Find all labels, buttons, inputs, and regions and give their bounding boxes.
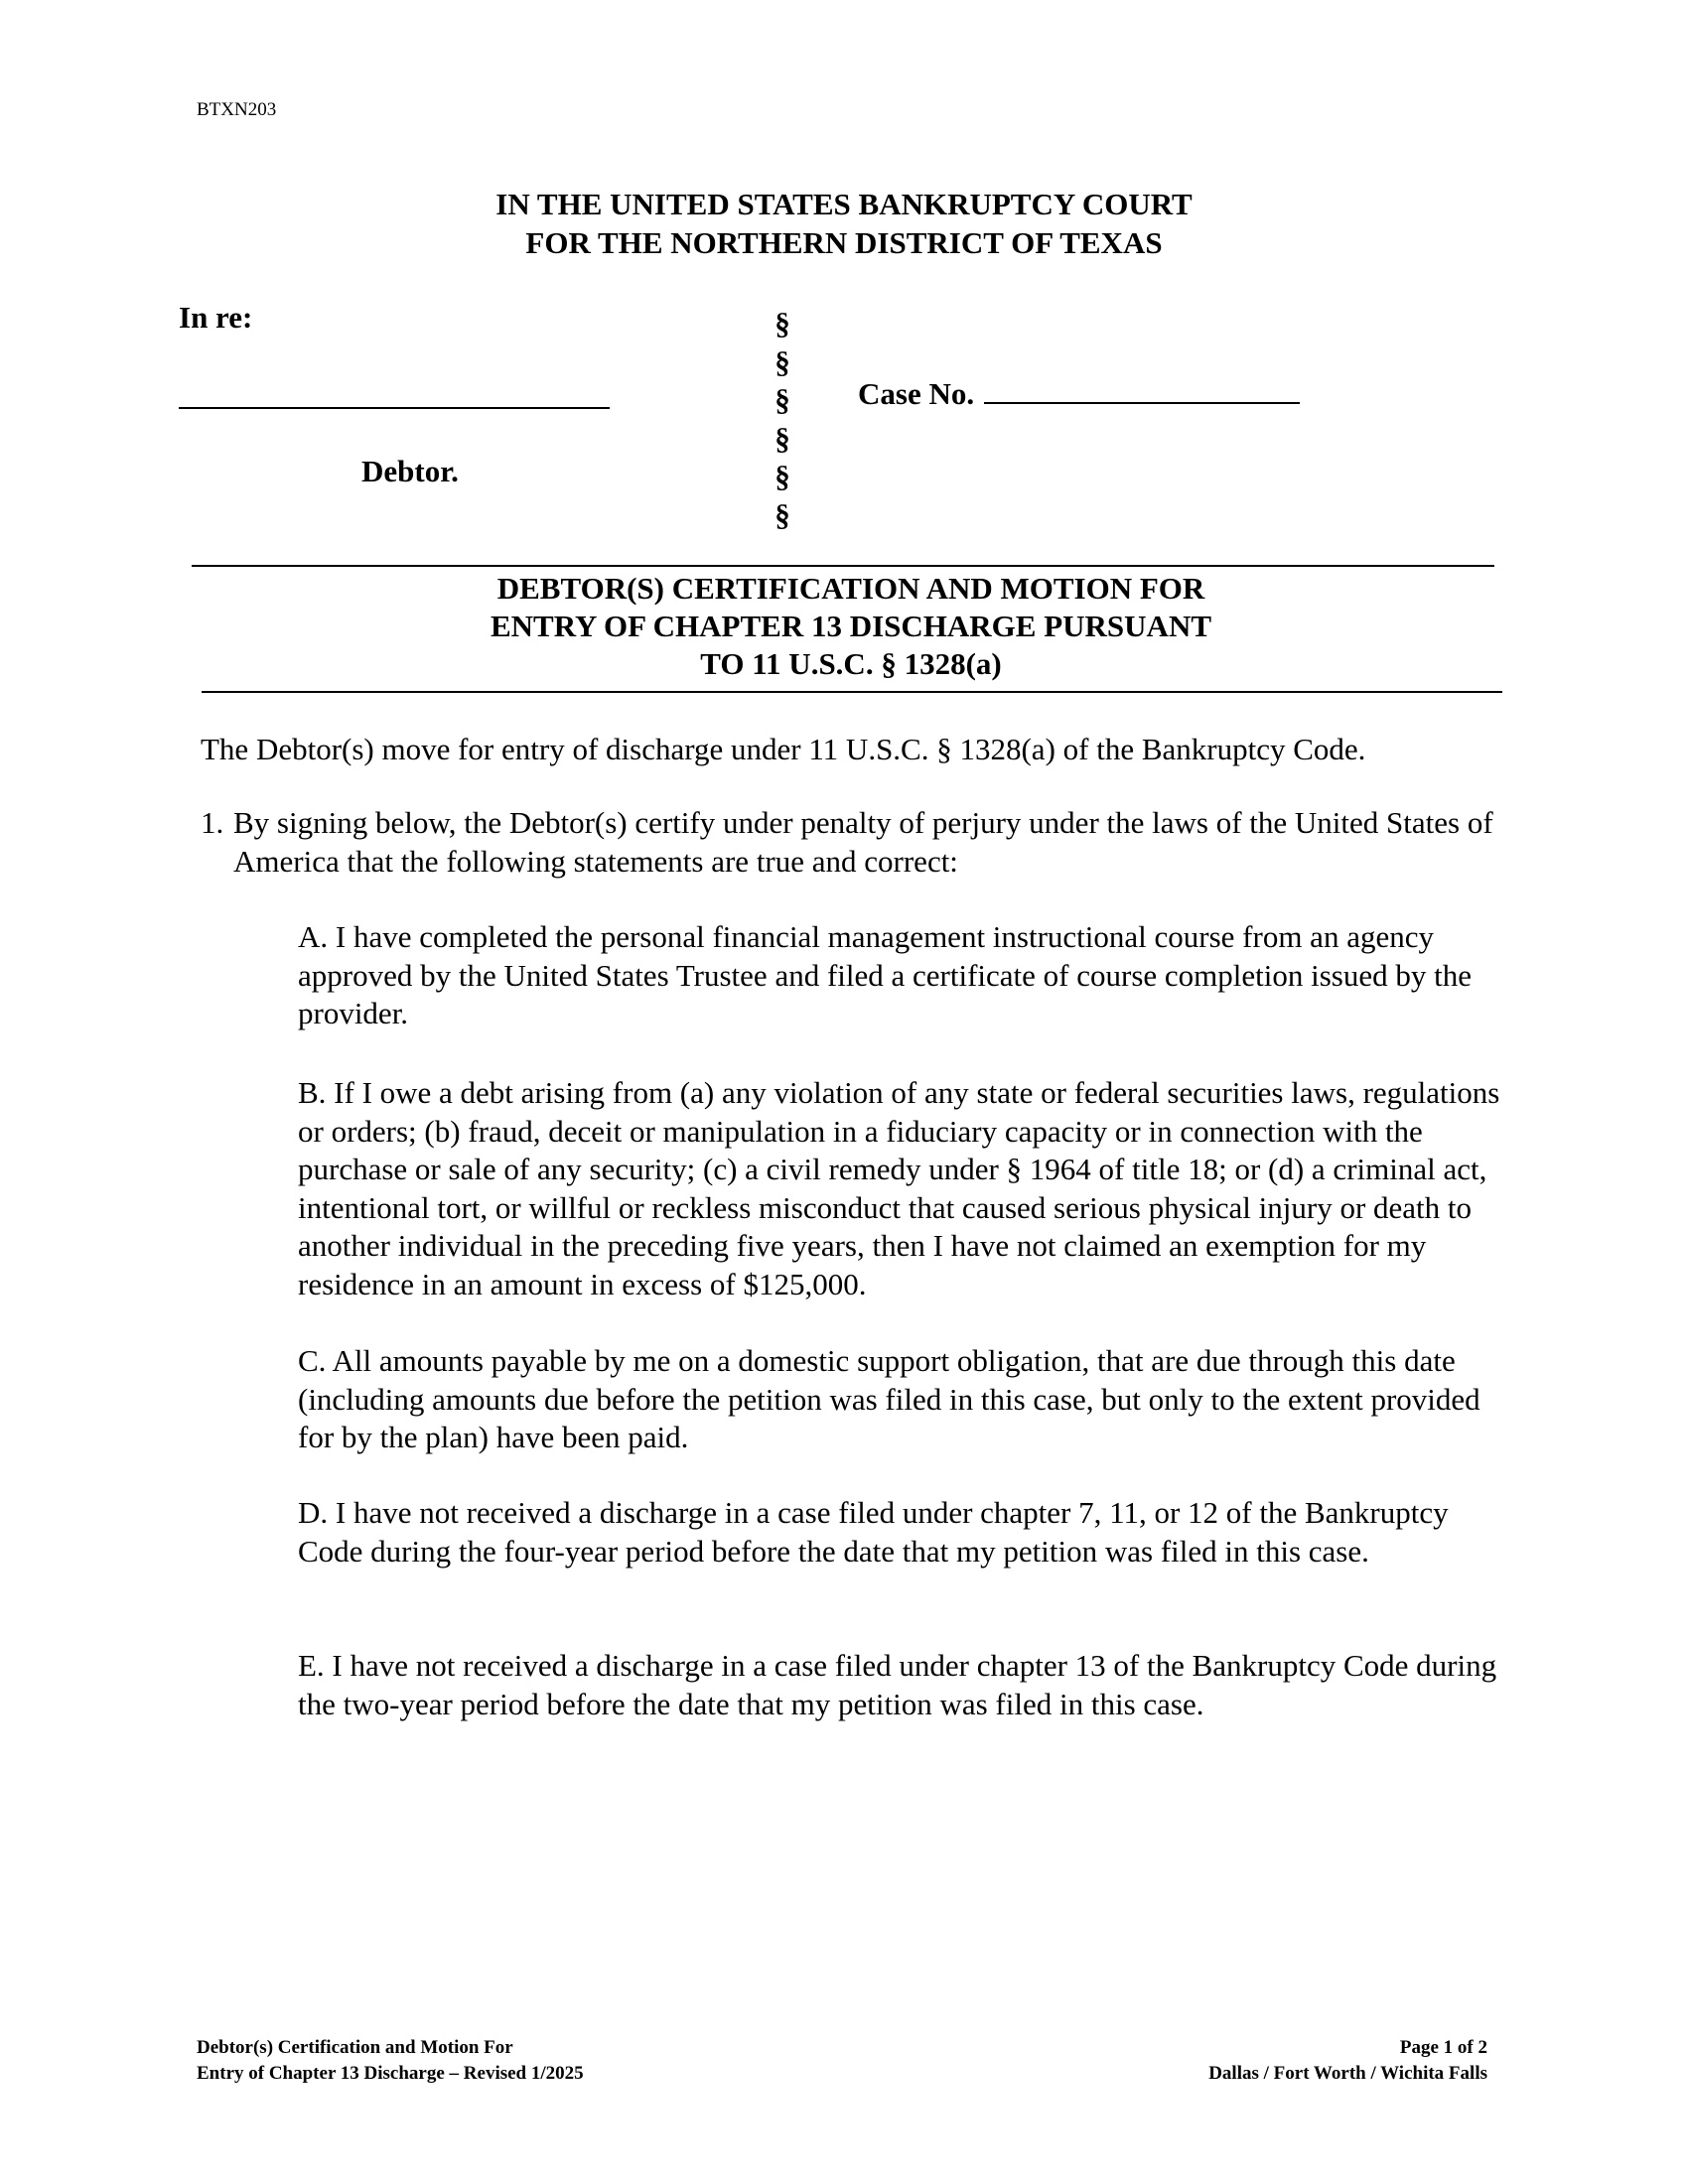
court-heading: [0, 185, 1688, 262]
form-code: BTXN203: [197, 99, 277, 120]
statement-d: D. I have not received a discharge in a case filed under chapter 7, 11, or 12 of the Bankruptcy Code during the four-year period before the date that my petition was filed in this case.: [298, 1495, 1449, 1569]
section-symbol: §: [774, 420, 790, 456]
item-number: 1.: [201, 805, 224, 840]
court-heading-line2: FOR THE NORTHERN DISTRICT OF TEXAS: [525, 225, 1163, 260]
case-number-label: Case No.: [858, 376, 975, 411]
case-number-blank[interactable]: [984, 380, 1300, 404]
statement-a: A. I have completed the personal financial management instructional course from an agency approved by the United States Trustee and filed a certificate of course completion issued by the provider.: [298, 919, 1472, 1030]
debtor-label: Debtor.: [361, 454, 459, 488]
footer-right: [1092, 2035, 1487, 2087]
section-symbol: §: [774, 459, 790, 494]
case-number-field: [858, 376, 1300, 412]
footer-form-title: Debtor(s) Certification and Motion For: [197, 2037, 513, 2058]
page-number: Page 1 of 2: [1399, 2037, 1487, 2058]
footer-left: [197, 2035, 584, 2087]
section-symbol: §: [774, 496, 790, 532]
certification-item-1: [201, 804, 1501, 881]
statement-b: B. If I owe a debt arising from (a) any violation of any state or federal securities laws, regulations or orders; (b) fraud, deceit or manipulation in a fiduciary capacity or in connection with the purchase or sale of any security; (c) a civil remedy under § 1964 of title 18; or (d) a criminal act, intentional tort, or willful or reckless misconduct that caused serious physical injury or death to another individual in the preceding five years, then I have not claimed an exemption for my residence in an amount in excess of $125,000.: [298, 1075, 1500, 1301]
section-symbol-column: [771, 305, 794, 535]
motion-title: [0, 570, 1688, 683]
item-text: By signing below, the Debtor(s) certify under penalty of perjury under the laws of the United States of America that the following statements are true and correct:: [233, 805, 1493, 879]
in-re-label: In re:: [179, 300, 253, 335]
footer-divisions: Dallas / Fort Worth / Wichita Falls: [1208, 2063, 1487, 2084]
title-rule-top: [192, 565, 1494, 567]
motion-title-line2: ENTRY OF CHAPTER 13 DISCHARGE PURSUANT: [490, 609, 1212, 643]
title-rule-bottom: [202, 691, 1502, 693]
statement-c: C. All amounts payable by me on a domestic support obligation, that are due through this date (including amounts due before the petition was filed in this case, but only to the extent provided for by the plan) have been paid.: [298, 1343, 1480, 1454]
section-symbol: §: [774, 343, 790, 379]
footer-form-revision: Entry of Chapter 13 Discharge – Revised 1/2025: [197, 2063, 584, 2084]
motion-title-line1: DEBTOR(S) CERTIFICATION AND MOTION FOR: [496, 571, 1205, 606]
intro-paragraph: The Debtor(s) move for entry of discharge under 11 U.S.C. § 1328(a) of the Bankruptcy Code.: [201, 732, 1366, 766]
section-symbol: §: [774, 306, 790, 341]
court-heading-line1: IN THE UNITED STATES BANKRUPTCY COURT: [495, 187, 1193, 221]
debtor-name-blank[interactable]: [179, 407, 610, 409]
motion-title-line3: TO 11 U.S.C. § 1328(a): [700, 646, 1002, 681]
section-symbol: §: [774, 382, 790, 418]
statement-e: E. I have not received a discharge in a case filed under chapter 13 of the Bankruptcy Code during the two-year period before the date that my petition was filed in this case.: [298, 1648, 1497, 1721]
